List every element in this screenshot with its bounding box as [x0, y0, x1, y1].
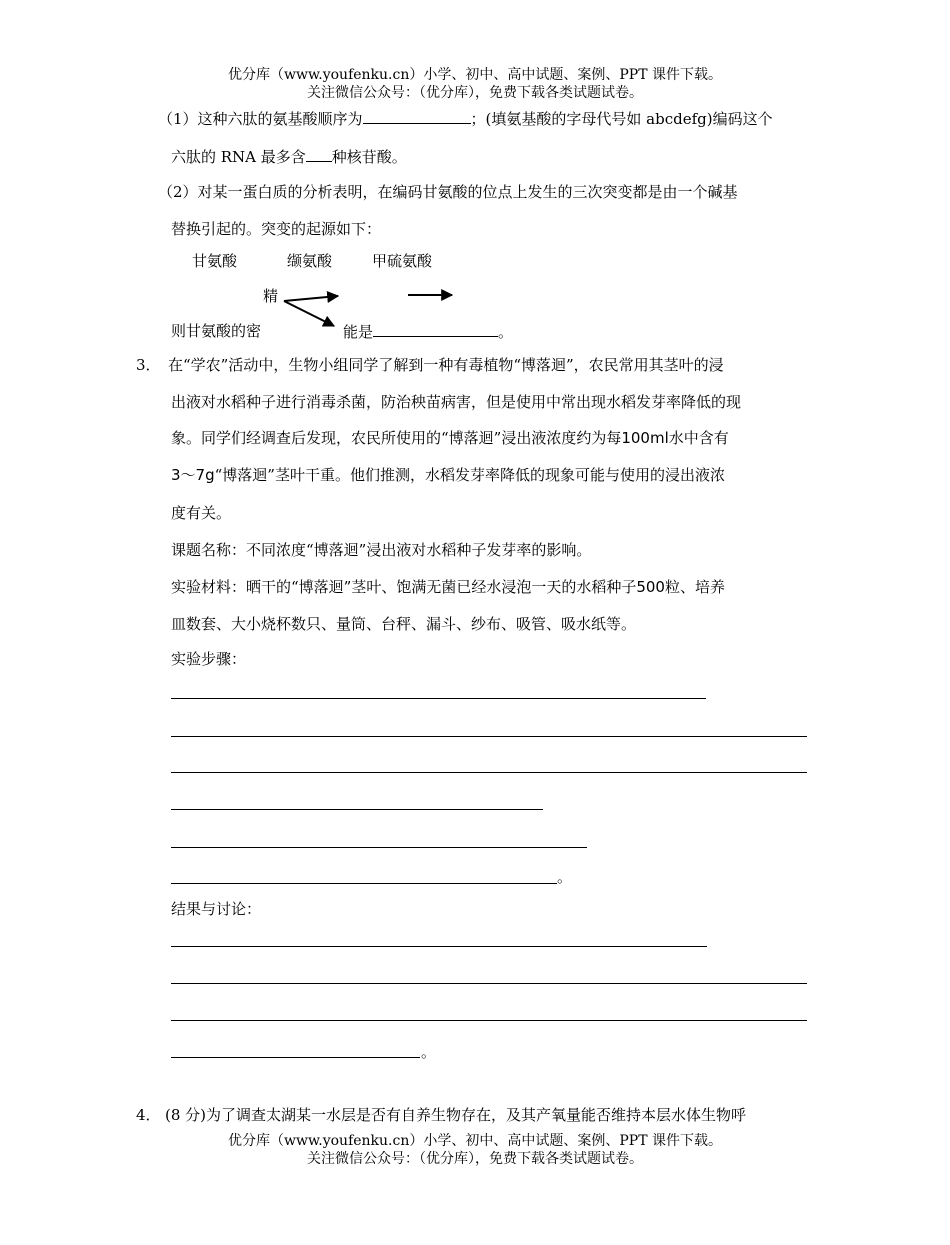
header-line-1: 优分库（www.youfenku.cn）小学、初中、高中试题、案例、PPT 课件下载。	[227, 67, 722, 83]
answer-blank-nucleotides[interactable]	[306, 147, 332, 162]
q2-final-text-b: 能是	[343, 323, 374, 341]
q4-line1: (8 分)为了调查太湖某一水层是否有自养生物存在，及其产氧量能否维持本层水体生物呼	[165, 1106, 747, 1124]
q3-line3-text-c: 水中含有	[668, 429, 729, 447]
q3-materials-text-c: 粒、培养	[664, 578, 725, 596]
q2-part1-line1	[158, 109, 773, 128]
results-answer-line-2[interactable]	[171, 983, 807, 984]
q3-line2: 出液对水稻种子进行消毒杀菌，防治秧苗病害，但是使用中常出现水稻发芽率降低的现	[171, 393, 742, 411]
q2-final-end: 。	[498, 323, 514, 341]
q2-final-text-a: 则甘氨酸的密	[171, 322, 262, 340]
amino-acid-arginine-partial: 精	[263, 287, 279, 305]
results-answer-line-1[interactable]	[171, 946, 707, 947]
q3-mass: 3～7g	[171, 466, 215, 484]
q2-part1-text-d: 种核苷酸。	[331, 148, 407, 166]
steps-answer-line-5[interactable]	[171, 847, 587, 848]
q3-materials-line1	[171, 578, 725, 596]
answer-blank-sequence[interactable]	[363, 109, 471, 124]
q3-line3-text-a: 象。同学们经调查后发现，农民所使用的“博落迴”浸出液浓度约为每	[171, 429, 622, 447]
results-answer-line-4[interactable]	[171, 1057, 420, 1058]
amino-acid-methionine: 甲硫氨酸	[372, 252, 433, 270]
q3-line1: 在“学农”活动中，生物小组同学了解到一种有毒植物“博落迴”，农民常用其茎叶的浸	[168, 356, 724, 374]
q3-materials-line2: 皿数套、大小烧杯数只、量筒、台秤、漏斗、纱布、吸管、吸水纸等。	[171, 615, 637, 633]
q2-part1-text-a: （1）这种六肽的氨基酸顺序为	[158, 110, 363, 128]
q3-number: 3．	[136, 356, 161, 374]
q3-steps-label: 实验步骤：	[171, 650, 247, 668]
q3-line3	[171, 429, 729, 447]
steps-answer-line-3[interactable]	[171, 772, 807, 773]
q4-number: 4．	[136, 1106, 161, 1124]
q3-results-label: 结果与讨论：	[171, 900, 262, 918]
q2-part2-line2: 替换引起的。突变的起源如下：	[171, 220, 382, 238]
results-end-mark: 。	[421, 1043, 437, 1061]
results-answer-line-3[interactable]	[171, 1020, 807, 1021]
q3-line4	[171, 466, 725, 484]
amino-acid-glycine: 甘氨酸	[192, 252, 238, 270]
footer-line-1: 优分库（www.youfenku.cn）小学、初中、高中试题、案例、PPT 课件下载。	[227, 1133, 722, 1149]
q3-seed-count: 500	[636, 578, 665, 596]
header-line-2: 关注微信公众号：（优分库），免费下载各类试题试卷。	[307, 85, 643, 101]
footer-line-2: 关注微信公众号：（优分库），免费下载各类试题试卷。	[307, 1151, 643, 1167]
q3-materials-text-a: 实验材料：晒干的“博落迴”茎叶、饱满无菌已经水浸泡一天的水稻种子	[171, 578, 637, 596]
steps-answer-line-1[interactable]	[171, 698, 706, 699]
q3-line4-text-b: “博落迴”茎叶干重。他们推测，水稻发芽率降低的现象可能与使用的浸出液浓	[214, 466, 725, 484]
q2-part1-line2	[171, 147, 407, 166]
steps-answer-line-6[interactable]	[171, 883, 557, 884]
q3-line5: 度有关。	[171, 504, 232, 522]
q3-volume: 100ml	[621, 429, 669, 447]
q2-final-line	[171, 322, 261, 340]
q2-part1-text-b: ；(填氨基酸的字母代号如 abcdefg)编码这个	[470, 110, 773, 128]
q2-part1-text-c: 六肽的 RNA 最多含	[171, 148, 306, 166]
q2-part2-line1: （2）对某一蛋白质的分析表明，在编码甘氨酸的位点上发生的三次突变都是由一个碱基	[158, 183, 738, 201]
arrow-to-glycine-codon	[284, 301, 334, 326]
amino-acid-valine: 缬氨酸	[287, 252, 333, 270]
steps-end-mark: 。	[557, 868, 573, 886]
q2-final-line-b	[343, 322, 513, 341]
answer-blank-codon[interactable]	[373, 322, 498, 337]
q3-topic: 课题名称：不同浓度“博落迴”浸出液对水稻种子发芽率的影响。	[171, 541, 592, 559]
arrow-to-valine	[284, 296, 338, 301]
steps-answer-line-2[interactable]	[171, 736, 807, 737]
steps-answer-line-4[interactable]	[171, 809, 543, 810]
